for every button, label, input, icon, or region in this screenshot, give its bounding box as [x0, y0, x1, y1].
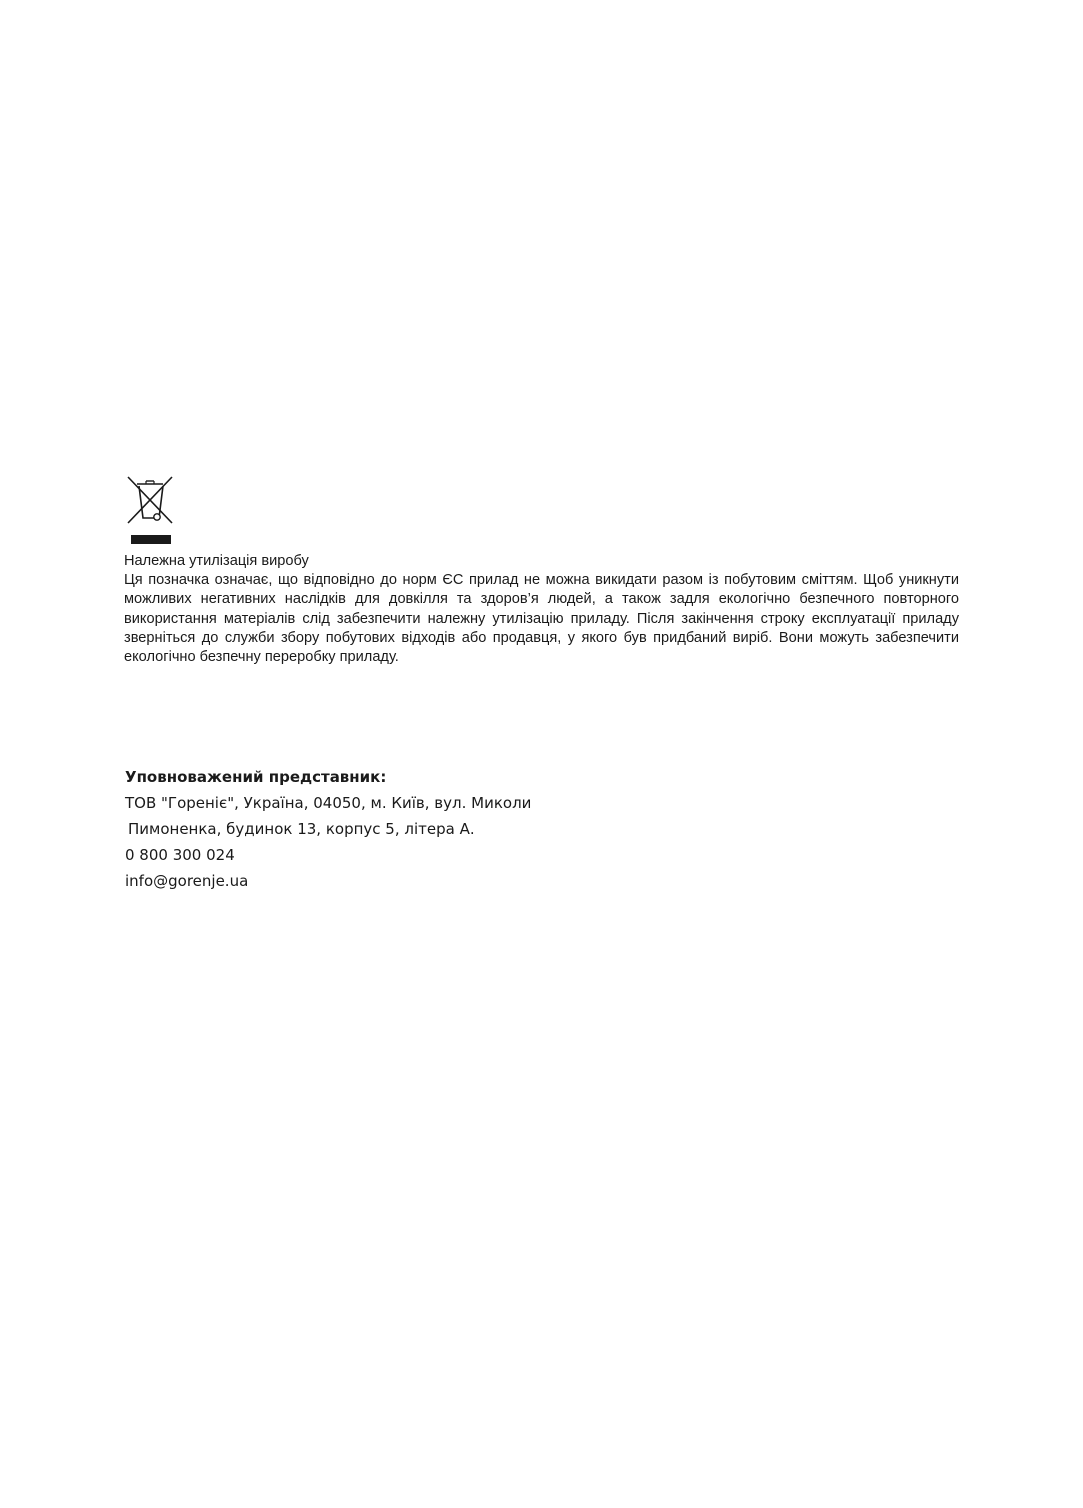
disposal-section: [124, 552, 959, 667]
crossed-out-wheeled-bin-icon: [125, 474, 177, 546]
email-address: info@gorenje.ua: [125, 872, 249, 890]
representative-heading: Уповноважений представник:: [125, 768, 387, 786]
disposal-title: Належна утилізація виробу: [124, 553, 309, 569]
disposal-text: Ця позначка означає, що відповідно до норм ЄС прилад не можна викидати разом із побутовим сміттям. Щоб уникнути можливих негативних наслідків для довкілля та здоров’я людей, а також задля екологічно безпечного повторного використання матеріалів слід забезпечити належну утилізацію приладу. Після закінчення строку експлуатації приладу зверніться до служби збору побутових відходів або продавця, у якого був придбаний виріб. Вони можуть забезпечити екологічно безпечну переробку приладу.: [124, 572, 959, 666]
representative-section: [125, 764, 725, 894]
address-line-2: Пимоненка, будинок 13, корпус 5, літера А.: [128, 820, 475, 838]
phone-number: 0 800 300 024: [125, 846, 235, 864]
address-line-1: ТОВ "Гореніє", Україна, 04050, м. Київ, вул. Миколи: [125, 794, 532, 812]
